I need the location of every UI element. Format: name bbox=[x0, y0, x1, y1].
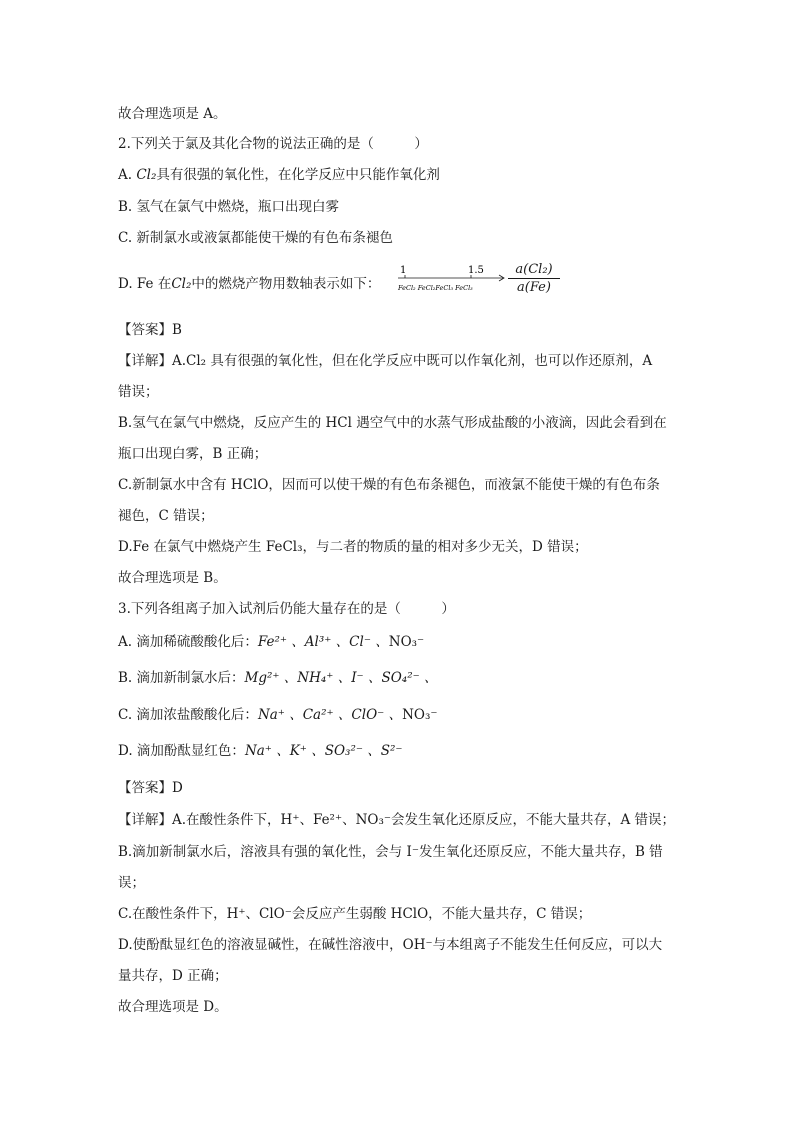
q3-option-b-prefix: B. 滴加新制氯水后： bbox=[118, 670, 245, 686]
q2-option-b: B. 氢气在氯气中燃烧，瓶口出现白雾 bbox=[118, 199, 340, 215]
q3-detail-line-3: 误； bbox=[118, 875, 145, 891]
q3-option-a-ions: Fe²⁺ 、Al³⁺ 、Cl⁻ 、 bbox=[257, 634, 389, 650]
q3-detail-line-1: 【详解】A.在酸性条件下，H⁺、Fe²⁺、NO₃⁻会发生氧化还原反应，不能大量共存，A 错误； bbox=[118, 812, 676, 828]
q2-option-a-text: 具有很强的氧化性，在化学反应中只能作氧化剂 bbox=[156, 167, 440, 183]
q2-detail-line-6: 褪色，C 错误； bbox=[118, 508, 214, 524]
fraction-denominator: a(Fe) bbox=[517, 280, 551, 295]
q2-detail-line-2: 错误； bbox=[118, 384, 159, 400]
q3-option-b bbox=[118, 668, 678, 688]
axis-tick-label-1-5: 1.5 bbox=[468, 265, 484, 276]
q3-detail-line-2: B.滴加新制氯水后，溶液具有强的氧化性，会与 I⁻发生氧化还原反应，不能大量共存，B 错 bbox=[118, 844, 663, 860]
q3-detail-line-5: D.使酚酞显红色的溶液显碱性，在碱性溶液中，OH⁻与本组离子不能发生任何反应，可以大 bbox=[118, 937, 663, 953]
q2-option-a-prefix: A. bbox=[118, 167, 137, 183]
q2-detail-line-7: D.Fe 在氯气中燃烧产生 FeCl₃，与二者的物质的量的相对多少无关，D 错误； bbox=[118, 539, 588, 555]
q3-option-d-prefix: D. 滴加酚酞显红色： bbox=[118, 743, 245, 759]
q3-option-a-nitrate: NO₃⁻ bbox=[388, 634, 425, 650]
q2-option-a bbox=[118, 165, 678, 185]
q3-stem: 3.下列各组离子加入试剂后仍能大量存在的是（ ） bbox=[118, 601, 455, 617]
q3-detail-line-6: 量共存，D 正确； bbox=[118, 968, 228, 984]
q2-detail-line-5: C.新制氯水中含有 HClO，因而可以使干燥的有色布条褪色，而液氯不能使干燥的有色布条 bbox=[118, 477, 660, 493]
number-axis-diagram bbox=[376, 263, 508, 297]
q2-option-d-formula: Cl₂ bbox=[171, 276, 192, 292]
q3-option-c-prefix: C. 滴加浓盐酸酸化后： bbox=[118, 707, 258, 723]
q2-option-d-prefix: D. Fe 在 bbox=[118, 276, 172, 292]
q2-detail-line-3: B.氢气在氯气中燃烧，反应产生的 HCl 遇空气中的水蒸气形成盐酸的小液滴，因此会看到在 bbox=[118, 415, 667, 431]
q2-option-c: C. 新制氯水或液氯都能使干燥的有色布条褪色 bbox=[118, 230, 393, 246]
q3-option-d bbox=[118, 741, 678, 761]
prev-conclusion: 故合理选项是 A。 bbox=[118, 106, 227, 122]
q3-conclusion: 故合理选项是 D。 bbox=[118, 999, 228, 1015]
q2-detail-line-4: 瓶口出现白雾，B 正确； bbox=[118, 446, 268, 462]
axis-ratio-fraction bbox=[508, 262, 560, 295]
q2-answer: 【答案】B bbox=[118, 322, 182, 338]
q3-option-a-prefix: A. 滴加稀硫酸酸化后： bbox=[118, 634, 258, 650]
q2-stem: 2.下列关于氯及其化合物的说法正确的是（ ） bbox=[118, 136, 428, 152]
q2-detail-line-1: 【详解】A.Cl₂ 具有很强的氧化性，但在化学反应中既可以作氧化剂，也可以作还原剂，A bbox=[118, 353, 653, 369]
axis-products-label: FeCl₂ FeCl₂FeCl₃ FeCl₃ bbox=[398, 284, 473, 292]
q3-option-a bbox=[118, 632, 678, 652]
q3-option-c bbox=[118, 705, 678, 725]
q3-detail-line-4: C.在酸性条件下，H⁺、ClO⁻会反应产生弱酸 HClO，不能大量共存，C 错误； bbox=[118, 906, 592, 922]
q3-option-b-ions: Mg²⁺ 、NH₄⁺ 、I⁻ 、SO₄²⁻ 、 bbox=[244, 670, 438, 686]
q2-option-a-formula: Cl₂ bbox=[136, 167, 157, 183]
q2-conclusion: 故合理选项是 B。 bbox=[118, 570, 227, 586]
q3-option-c-ions: Na⁺ 、Ca²⁺ 、ClO⁻ 、 bbox=[257, 707, 403, 723]
q3-option-c-nitrate: NO₃⁻ bbox=[402, 707, 438, 723]
q2-option-d-text: 中的燃烧产物用数轴表示如下： bbox=[191, 276, 381, 292]
fraction-numerator: a(Cl₂) bbox=[508, 262, 560, 279]
axis-tick-label-1: 1 bbox=[400, 265, 407, 276]
q3-answer: 【答案】D bbox=[118, 780, 183, 796]
q3-option-d-ions: Na⁺ 、K⁺ 、SO₃²⁻ 、S²⁻ bbox=[244, 743, 403, 759]
